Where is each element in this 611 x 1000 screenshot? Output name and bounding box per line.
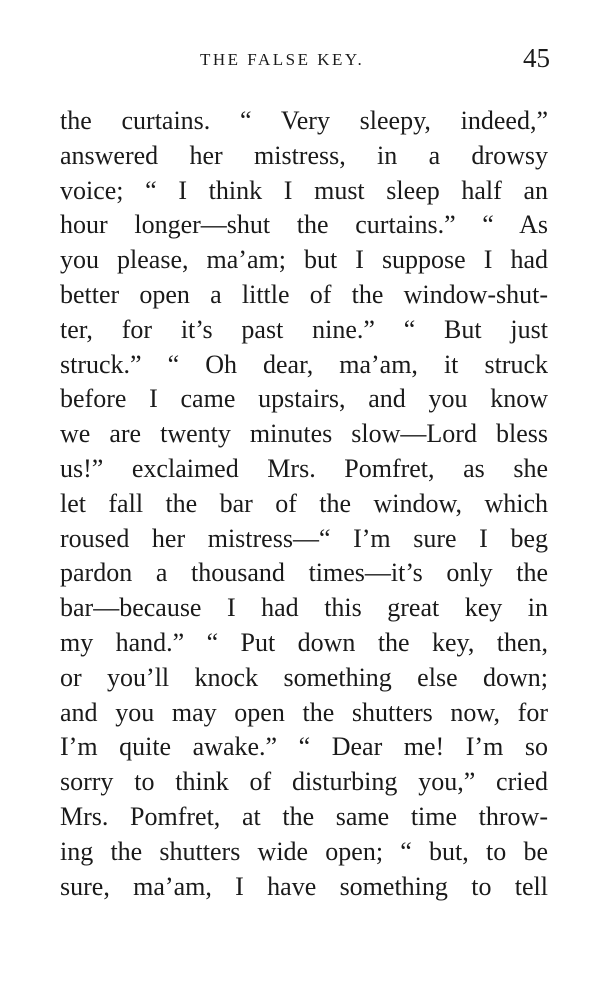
text-line: struck.” “ Oh dear, ma’am, it struck [60,349,548,379]
text-line: ing the shutters wide open; “ but, to be [60,836,548,866]
text-line: hour longer—shut the curtains.” “ As [60,210,548,240]
body-text [60,104,548,904]
text-line: voice; “ I think I must sleep half an [60,175,548,205]
text-line: bar—because I had this great key in [60,593,548,623]
text-line: we are twenty minutes slow—Lord bless [60,419,548,449]
text-line: sure, ma’am, I have something to tell [60,871,548,901]
text-line: ter, for it’s past nine.” “ But just [60,314,548,344]
text-line: before I came upstairs, and you know [60,384,548,414]
text-line: Mrs. Pomfret, at the same time throw- [60,801,548,831]
text-line: I’m quite awake.” “ Dear me! I’m so [60,732,548,762]
text-line: or you’ll knock something else down; [60,662,548,692]
text-line: the curtains. “ Very sleepy, indeed,” [60,106,548,135]
text-line: you please, ma’am; but I suppose I had [60,245,548,275]
text-line: let fall the bar of the window, which [60,488,548,518]
text-line: sorry to think of disturbing you,” cried [60,767,548,797]
text-line: us!” exclaimed Mrs. Pomfret, as she [60,453,548,483]
text-line: better open a little of the window-shut- [60,279,548,309]
text-line: answered her mistress, in a drowsy [60,140,548,170]
running-title: THE FALSE KEY. [200,50,365,69]
text-line: pardon a thousand times—it’s only the [60,558,548,588]
page-number: 45 [523,43,550,73]
page-header [60,40,550,80]
text-line: my hand.” “ Put down the key, then, [60,627,548,657]
text-line: and you may open the shutters now, for [60,697,548,727]
text-line: roused her mistress—“ I’m sure I beg [60,523,548,553]
